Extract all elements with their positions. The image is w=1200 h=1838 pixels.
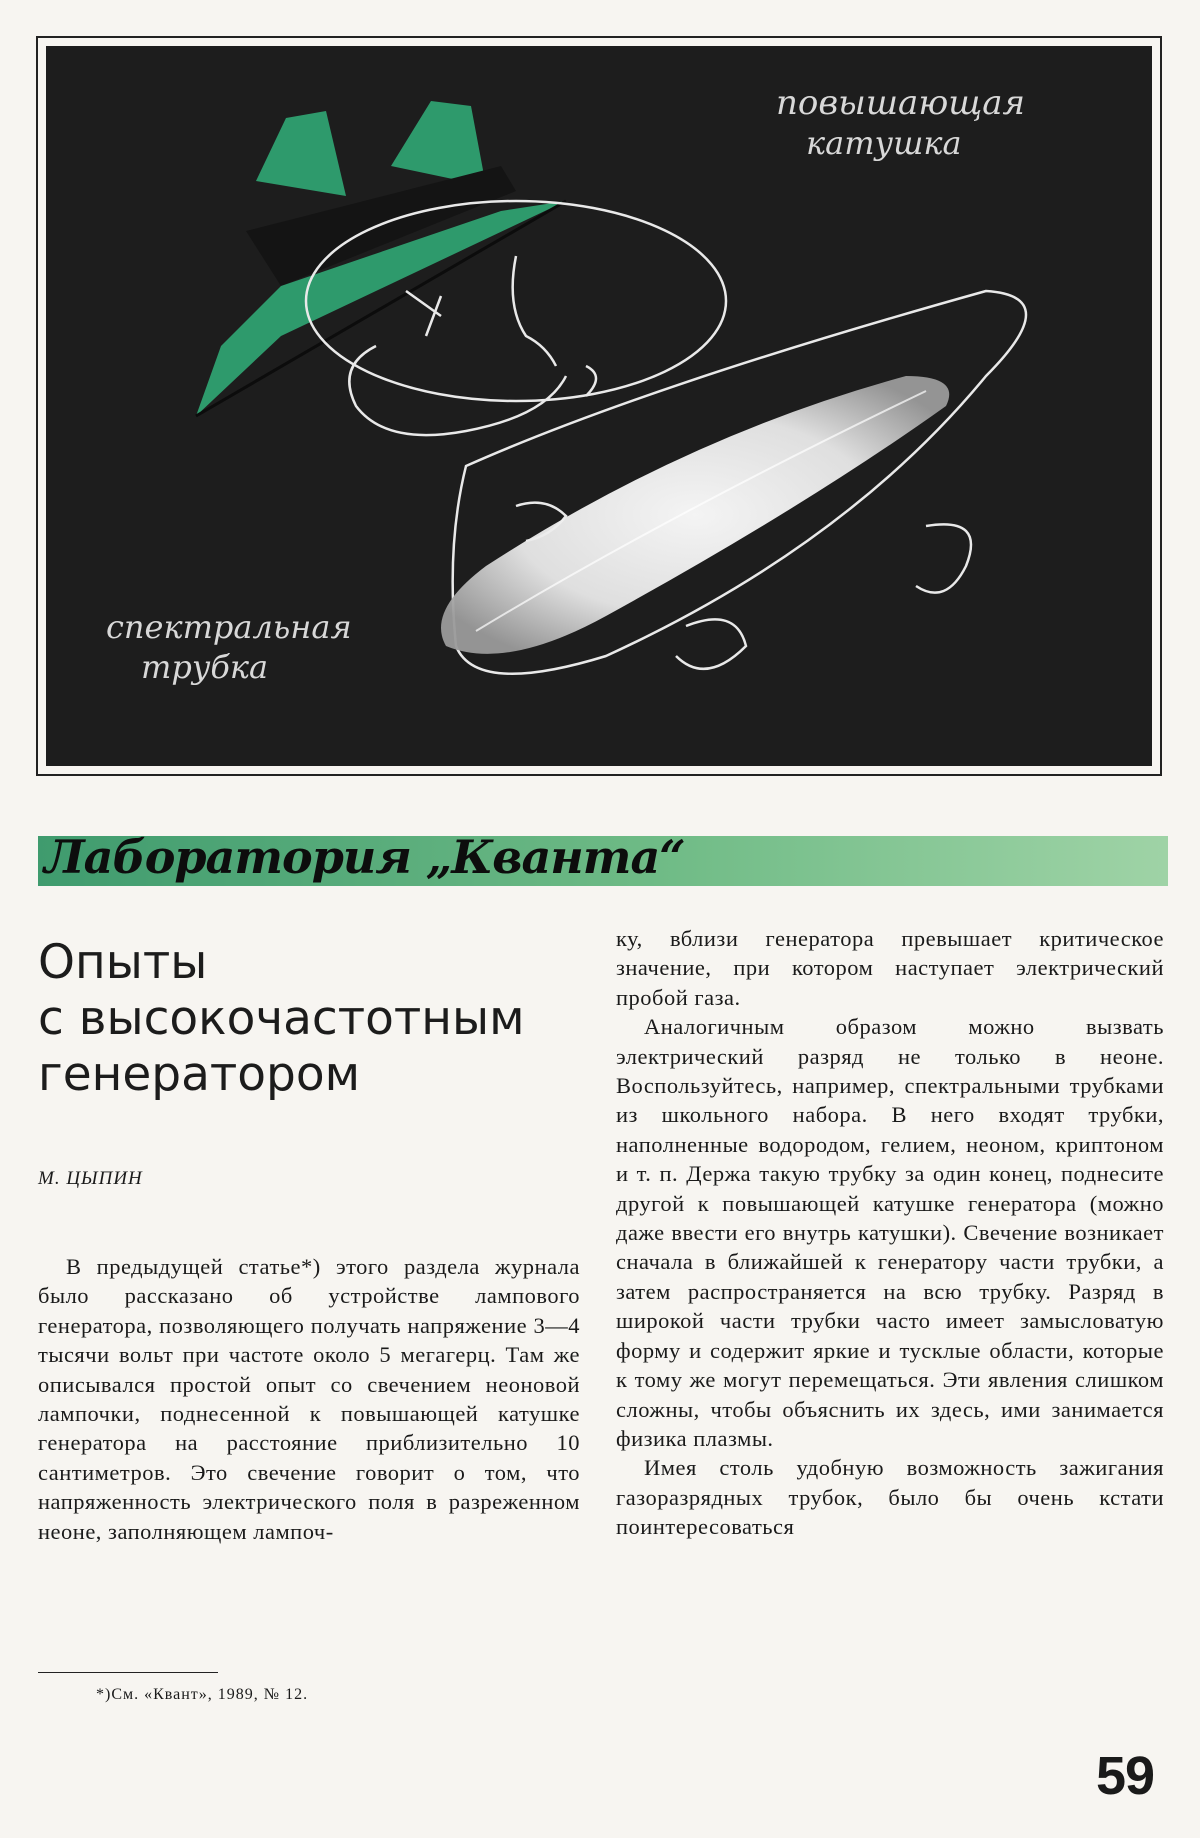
article-title bbox=[38, 935, 618, 1103]
author-byline: М. ЦЫПИН bbox=[38, 1168, 143, 1189]
tube-label-line2: трубка bbox=[141, 648, 269, 686]
illustration-frame bbox=[36, 36, 1162, 776]
footnote: *)См. «Квант», 1989, № 12. bbox=[96, 1686, 309, 1703]
coil-label-line2: катушка bbox=[806, 124, 962, 162]
coil-label bbox=[776, 83, 1025, 123]
illustration-art bbox=[46, 46, 1152, 766]
coil-label-2 bbox=[806, 124, 962, 162]
tube-label bbox=[106, 608, 352, 646]
right-column bbox=[616, 924, 1164, 1542]
page-number: 59 bbox=[1096, 1746, 1155, 1806]
left-column bbox=[38, 1252, 580, 1546]
tube-label-line1: спектральная bbox=[106, 608, 352, 646]
section-banner bbox=[38, 830, 1168, 886]
article-title-line: Опыты bbox=[38, 935, 208, 990]
section-title: Лаборатория „Кванта“ bbox=[44, 830, 685, 884]
article-title-line: с высокочастотным bbox=[38, 991, 525, 1046]
coil-label-line1: повышающая bbox=[776, 83, 1026, 123]
paragraph: В предыдущей статье*) этого раздела журнала было рассказано об устройстве лампового генератора, позволяющего получать напряжение 3—4 тысячи вольт при частоте около 5 мегагерц. Там же описывался простой опыт со свечением неоновой лампочки, поднесенной к повышающей катушке генератора на расстояние приблизительно 10 сантиметров. Это свечение говорит о том, что напряженность электрического поля в разреженном неоне, заполняющем лампоч- bbox=[38, 1254, 580, 1544]
paragraph: Аналогичным образом можно вызвать электрический разряд не только в неоне. Воспользуйтесь, например, спектральными трубками из школьного набора. В него входят трубки, наполненные водородом, гелием, неоном, криптоном и т. п. Держа такую трубку за один конец, поднесите другой к повышающей катушке генератора (можно даже ввести его внутрь катушки). Свечение возникает сначала в ближайшей к генератору части трубки, а затем распространяется на всю трубку. Разряд в широкой части трубки часто имеет замысловатую форму и содержит яркие и тусклые области, которые к тому же могут перемещаться. Эти явления слишком сложны, чтобы объяснить их здесь, ими занимается физика плазмы. bbox=[616, 1014, 1164, 1451]
tube-label-2 bbox=[141, 648, 268, 686]
footnote-divider bbox=[38, 1672, 218, 1673]
paragraph: ку, вблизи генератора превышает критическое значение, при котором наступает электрический пробой газа. bbox=[616, 926, 1164, 1010]
article-title-line: генератором bbox=[38, 1047, 361, 1102]
paragraph: Имея столь удобную возможность зажигания газоразрядных трубок, было бы очень кстати поинтересоваться bbox=[616, 1455, 1164, 1540]
